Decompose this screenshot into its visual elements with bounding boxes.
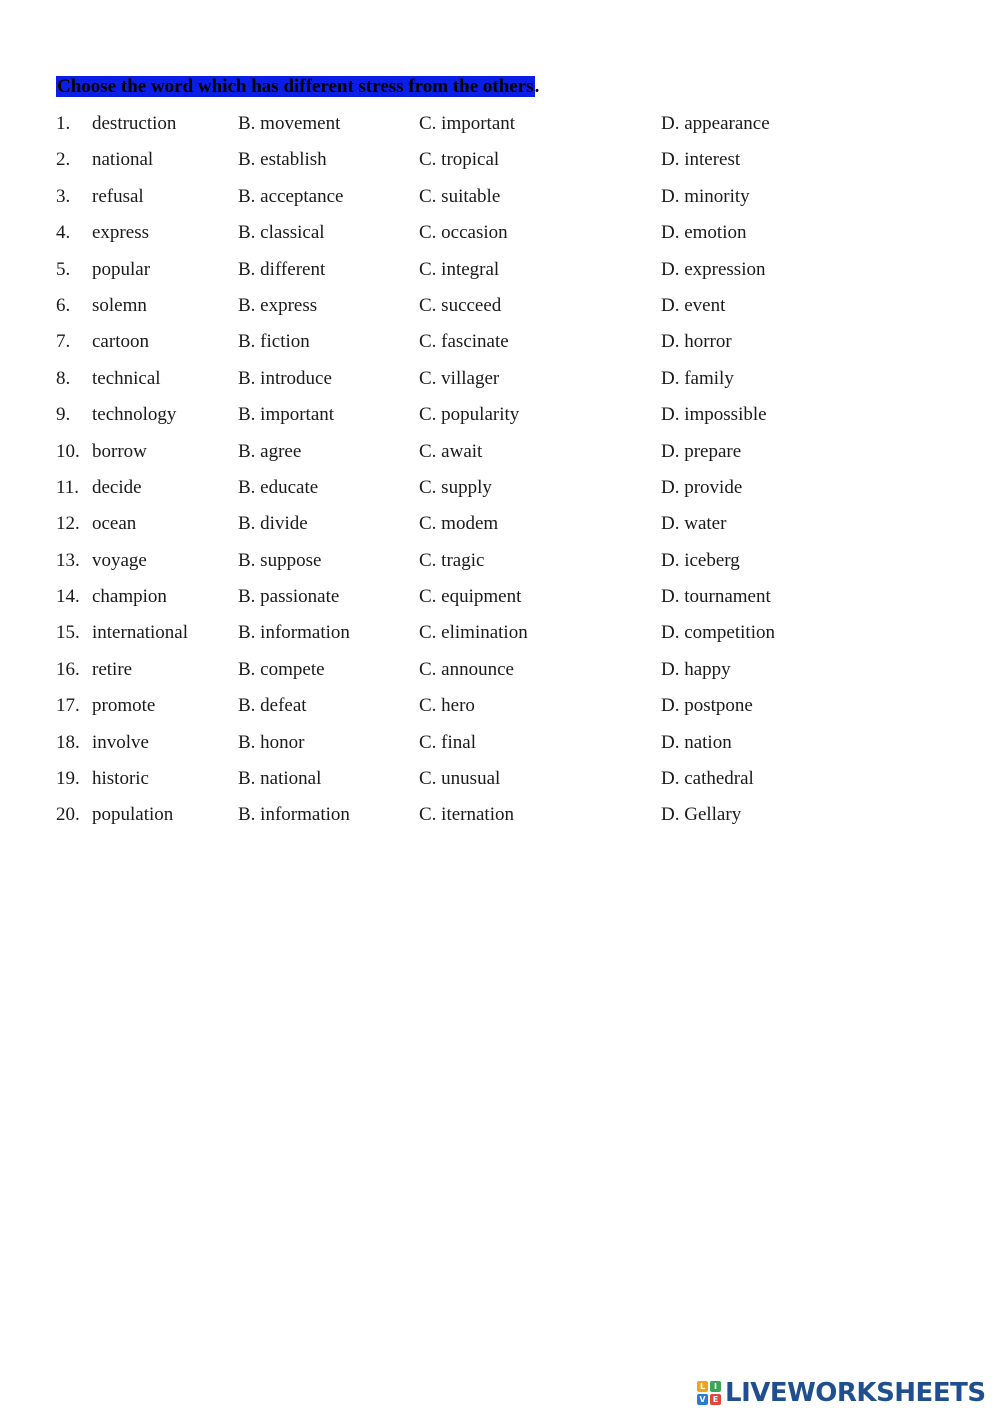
question-number: 19. <box>56 768 80 790</box>
question-row <box>0 397 1000 433</box>
option-a: borrow <box>92 440 147 462</box>
option-d: D. impossible <box>661 404 767 426</box>
option-a: solemn <box>92 294 147 316</box>
option-d: D. provide <box>661 476 743 498</box>
logo-block: V <box>697 1394 708 1405</box>
option-b: B. acceptance <box>238 185 344 207</box>
question-number: 14. <box>56 586 80 608</box>
question-number: 10. <box>56 440 80 462</box>
logo-text: LIVEWORKSHEETS <box>725 1378 986 1408</box>
question-row <box>0 543 1000 579</box>
question-row <box>0 688 1000 724</box>
option-b: B. educate <box>238 476 319 498</box>
option-d: D. emotion <box>661 222 747 244</box>
option-c: C. fascinate <box>419 331 509 353</box>
logo-block: I <box>710 1381 721 1392</box>
option-d: D. happy <box>661 658 731 680</box>
option-a: ocean <box>92 513 137 535</box>
question-row <box>0 252 1000 288</box>
question-number: 20. <box>56 804 80 826</box>
option-a: decide <box>92 476 142 498</box>
option-b: B. introduce <box>238 367 332 389</box>
question-number: 4. <box>56 222 71 244</box>
question-number: 11. <box>56 476 80 498</box>
option-c: C. tropical <box>419 149 500 171</box>
option-a: technical <box>92 367 161 389</box>
option-c: C. elimination <box>419 622 528 644</box>
option-a: express <box>92 222 149 244</box>
option-d: D. postpone <box>661 695 753 717</box>
question-row <box>0 434 1000 470</box>
option-b: B. fiction <box>238 331 310 353</box>
option-d: D. nation <box>661 731 732 753</box>
option-b: B. important <box>238 404 335 426</box>
question-row <box>0 761 1000 797</box>
option-b: B. defeat <box>238 695 307 717</box>
option-d: D. appearance <box>661 113 770 134</box>
question-row <box>0 215 1000 251</box>
option-c: C. succeed <box>419 294 502 316</box>
option-c: C. popularity <box>419 404 520 426</box>
option-a: popular <box>92 258 151 280</box>
question-number: 15. <box>56 622 80 644</box>
option-c: C. supply <box>419 476 492 498</box>
option-a: destruction <box>92 113 177 134</box>
question-number: 1. <box>56 113 71 134</box>
option-a: cartoon <box>92 331 149 353</box>
option-c: C. important <box>419 113 516 134</box>
question-row <box>0 470 1000 506</box>
question-row <box>0 324 1000 360</box>
option-d: D. minority <box>661 185 750 207</box>
option-b: B. suppose <box>238 549 322 571</box>
question-row <box>0 106 1000 142</box>
option-c: C. iternation <box>419 804 514 826</box>
option-a: involve <box>92 731 149 753</box>
question-number: 7. <box>56 331 71 353</box>
option-b: B. agree <box>238 440 302 462</box>
option-d: D. tournament <box>661 586 771 608</box>
option-b: B. passionate <box>238 586 340 608</box>
option-c: C. await <box>419 440 483 462</box>
question-number: 9. <box>56 404 71 426</box>
option-a: refusal <box>92 185 144 207</box>
question-row <box>0 179 1000 215</box>
option-a: champion <box>92 586 167 608</box>
option-c: C. modem <box>419 513 499 535</box>
option-c: C. occasion <box>419 222 508 244</box>
question-number: 18. <box>56 731 80 753</box>
option-b: B. classical <box>238 222 325 244</box>
option-c: C. equipment <box>419 586 522 608</box>
option-b: B. movement <box>238 113 341 134</box>
question-row <box>0 288 1000 324</box>
liveworksheets-logo <box>697 1377 986 1409</box>
option-d: D. expression <box>661 258 766 280</box>
question-row <box>0 615 1000 651</box>
live-blocks-icon <box>697 1381 721 1405</box>
option-d: D. cathedral <box>661 768 754 790</box>
option-b: B. national <box>238 768 322 790</box>
option-c: C. villager <box>419 367 500 389</box>
option-b: B. different <box>238 258 326 280</box>
instruction-period: . <box>534 76 540 97</box>
option-c: C. unusual <box>419 768 501 790</box>
question-number: 13. <box>56 549 80 571</box>
option-d: D. event <box>661 294 726 316</box>
instruction-heading <box>56 74 539 100</box>
option-a: voyage <box>92 549 147 571</box>
logo-block: E <box>710 1394 721 1405</box>
question-list <box>0 106 1000 834</box>
question-number: 5. <box>56 258 71 280</box>
question-number: 16. <box>56 658 80 680</box>
question-row <box>0 797 1000 833</box>
option-c: C. suitable <box>419 185 501 207</box>
option-d: D. iceberg <box>661 549 740 571</box>
option-b: B. divide <box>238 513 308 535</box>
option-d: D. horror <box>661 331 732 353</box>
option-d: D. interest <box>661 149 741 171</box>
logo-block: L <box>697 1381 708 1392</box>
option-b: B. information <box>238 622 350 644</box>
option-b: B. establish <box>238 149 327 171</box>
option-c: C. integral <box>419 258 500 280</box>
option-b: B. express <box>238 294 318 316</box>
option-b: B. honor <box>238 731 305 753</box>
option-a: historic <box>92 768 149 790</box>
option-a: retire <box>92 658 133 680</box>
option-a: promote <box>92 695 156 717</box>
question-row <box>0 506 1000 542</box>
question-number: 6. <box>56 294 71 316</box>
option-a: technology <box>92 404 177 426</box>
option-c: C. hero <box>419 695 475 717</box>
question-row <box>0 579 1000 615</box>
option-a: population <box>92 804 174 826</box>
option-d: D. prepare <box>661 440 742 462</box>
option-d: D. family <box>661 367 734 389</box>
option-c: C. announce <box>419 658 514 680</box>
question-row <box>0 361 1000 397</box>
instruction-highlighted-text: Choose the word which has different stress from the others <box>57 76 534 97</box>
option-d: D. competition <box>661 622 775 644</box>
question-number: 2. <box>56 149 71 171</box>
option-a: national <box>92 149 154 171</box>
option-a: international <box>92 622 189 644</box>
option-d: D. water <box>661 513 727 535</box>
option-c: C. final <box>419 731 476 753</box>
option-b: B. compete <box>238 658 325 680</box>
option-b: B. information <box>238 804 350 826</box>
question-number: 8. <box>56 367 71 389</box>
question-number: 17. <box>56 695 80 717</box>
question-number: 3. <box>56 185 71 207</box>
question-row <box>0 142 1000 178</box>
question-row <box>0 652 1000 688</box>
option-c: C. tragic <box>419 549 485 571</box>
question-row <box>0 725 1000 761</box>
option-d: D. Gellary <box>661 804 742 826</box>
question-number: 12. <box>56 513 80 535</box>
